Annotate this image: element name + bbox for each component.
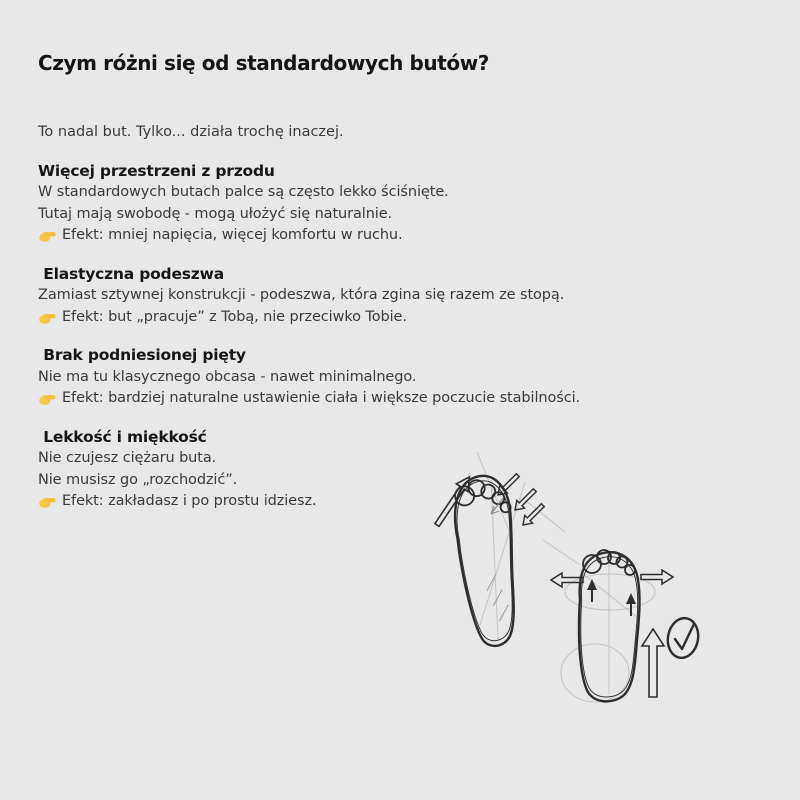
foot-sole-squeezed-sketch	[449, 472, 529, 649]
section-heading: Brak podniesionej pięty	[38, 346, 246, 364]
effect-line	[38, 307, 658, 329]
section-line: Nie czujesz ciężaru buta.	[38, 450, 217, 466]
page-title: Czym różni się od standardowych butów?	[38, 51, 490, 75]
effect-line	[38, 388, 658, 410]
section-no-heel-raise	[38, 345, 658, 410]
article	[38, 0, 658, 513]
pointing-hand-right-icon	[38, 310, 56, 325]
section-flexible-sole	[38, 264, 658, 329]
effect-line	[38, 225, 658, 247]
effect-text: Efekt: but „pracuje” z Tobą, nie przeciwko Tobie.	[62, 308, 407, 325]
effect-text: Efekt: bardziej naturalne ustawienie ciała i większe poczucie stabilności.	[62, 390, 581, 406]
check-circle	[665, 616, 701, 661]
pointing-hand-right-icon	[38, 494, 56, 509]
section-heading: Lekkość i miękkość	[38, 427, 207, 446]
intro-text: To nadal but. Tylko... działa trochę inaczej.	[38, 124, 344, 140]
section-more-toe-space	[38, 161, 658, 247]
effect-text: Efekt: mniej napięcia, więcej komfortu w ruchu.	[62, 227, 403, 243]
pointing-hand-right-icon	[38, 391, 56, 406]
section-line: W standardowych butach palce są często lekko ściśnięte.	[38, 184, 449, 200]
pointing-hand-right-icon	[38, 228, 56, 243]
escape-arrow	[431, 473, 475, 529]
section-heading: Elastyczna podeszwa	[38, 264, 224, 283]
barefoot-soles-illustration	[425, 440, 725, 730]
section-heading: Więcej przestrzeni z przodu	[38, 161, 275, 180]
section-line: Tutaj mają swobodę - mogą ułożyć się naturalnie.	[38, 205, 393, 222]
squeezed-toes	[453, 476, 511, 519]
effect-text: Efekt: zakładasz i po prostu idziesz.	[62, 493, 317, 509]
section-line: Nie musisz go „rozchodzić”.	[38, 471, 238, 488]
section-line: Zamiast sztywnej konstrukcji - podeszwa, która zgina się razem ze stopą.	[38, 287, 565, 303]
upward-arrow	[642, 629, 664, 697]
section-line: Nie ma tu klasycznego obcasa - nawet minimalnego.	[38, 368, 417, 385]
